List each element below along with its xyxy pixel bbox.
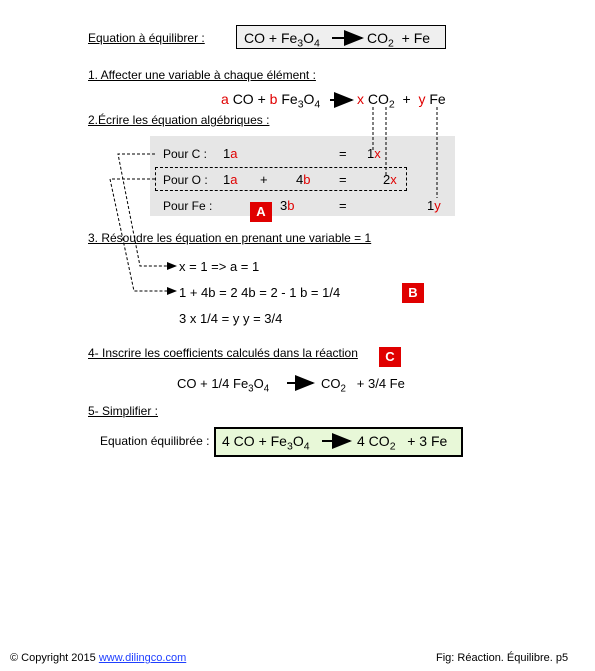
eq-right: + Fe [401,30,431,46]
solve-line-3: 3 x 1/4 = y y = 3/4 [179,311,283,326]
step4-equation-right: $CO_2$ + 3/4 Fe [321,376,405,395]
solve-line-2: 1 + 4b = 2 4b = 2 - 1 b = 1/4 [179,285,341,300]
term-o: O [303,91,315,107]
term-sub: 4 [314,98,321,111]
eq-mid: O [303,30,315,46]
dash-connector-c [118,154,176,266]
eq-sub: 2 [388,37,394,50]
footer-copyright [10,652,186,664]
term-fe: Fe [281,91,298,107]
badge-b: B [402,283,424,303]
var-x: x [357,91,364,107]
badge-a: A [250,202,272,222]
eq-sub: 4 [314,37,320,50]
copyright-text: © Copyright 2015 [10,652,96,664]
final-equation-right: 4 $CO_2$ + 3 Fe [357,433,448,453]
step4-title: 4- Inscrire les coefficients calculés dans la réaction [88,346,358,360]
step4-equation-left: CO + 1/4 $Fe_3O_4$ [177,376,270,395]
footer-fig: Fig: Réaction. Équilibre. p5 [436,652,569,664]
eq-left: CO + Fe [244,30,298,46]
eq-sub: 3 [297,37,304,50]
footer-link[interactable]: www.dilingco.com [98,652,187,664]
term-co: CO + [232,91,266,107]
row-o-eq: = [339,172,347,187]
solve-line-1: x = 1 => a = 1 [179,259,260,274]
final-label: Equation équilibrée : [100,434,210,448]
row-o-rhs: 2x [383,172,397,187]
var-a: a [221,91,229,107]
term-fe: Fe [429,91,446,107]
term-sub: 3 [297,98,304,111]
row-fe-rhs: 1y [427,198,441,213]
badge-c: C [379,347,401,367]
row-label-o: Pour O : [163,173,208,187]
step5-title: 5- Simplifier : [88,404,159,418]
eq-right: CO [367,30,388,46]
step3-title: 3. Résoudre les équation en prenant une variable = 1 [88,231,372,245]
row-c-rhs: 1x [367,146,381,161]
header-label: Equation à équilibrer : [88,31,205,45]
var-b: b [269,91,278,107]
row-o-plus: + [260,172,268,187]
row-o-mid: 4b [296,172,311,187]
step1-title: 1. Affecter une variable à chaque élément : [88,68,316,82]
step2-title: 2.Écrire les équation algébriques : [88,113,270,127]
row-c-lhs: 1a [223,146,238,161]
final-equation-left: 4 CO + $Fe_3O_4$ [222,433,310,453]
term-sub: 2 [388,98,395,111]
row-c-eq: = [339,146,347,161]
dash-connector-o [110,179,176,291]
row-label-fe: Pour Fe : [163,199,213,213]
plus-sign: + [402,91,411,107]
var-y: y [418,91,426,107]
row-fe-lhs: 3b [280,198,295,213]
term-co2: CO [367,91,389,107]
row-o-lhs: 1a [223,172,238,187]
row-label-c: Pour C : [163,147,208,161]
row-fe-eq: = [339,198,347,213]
